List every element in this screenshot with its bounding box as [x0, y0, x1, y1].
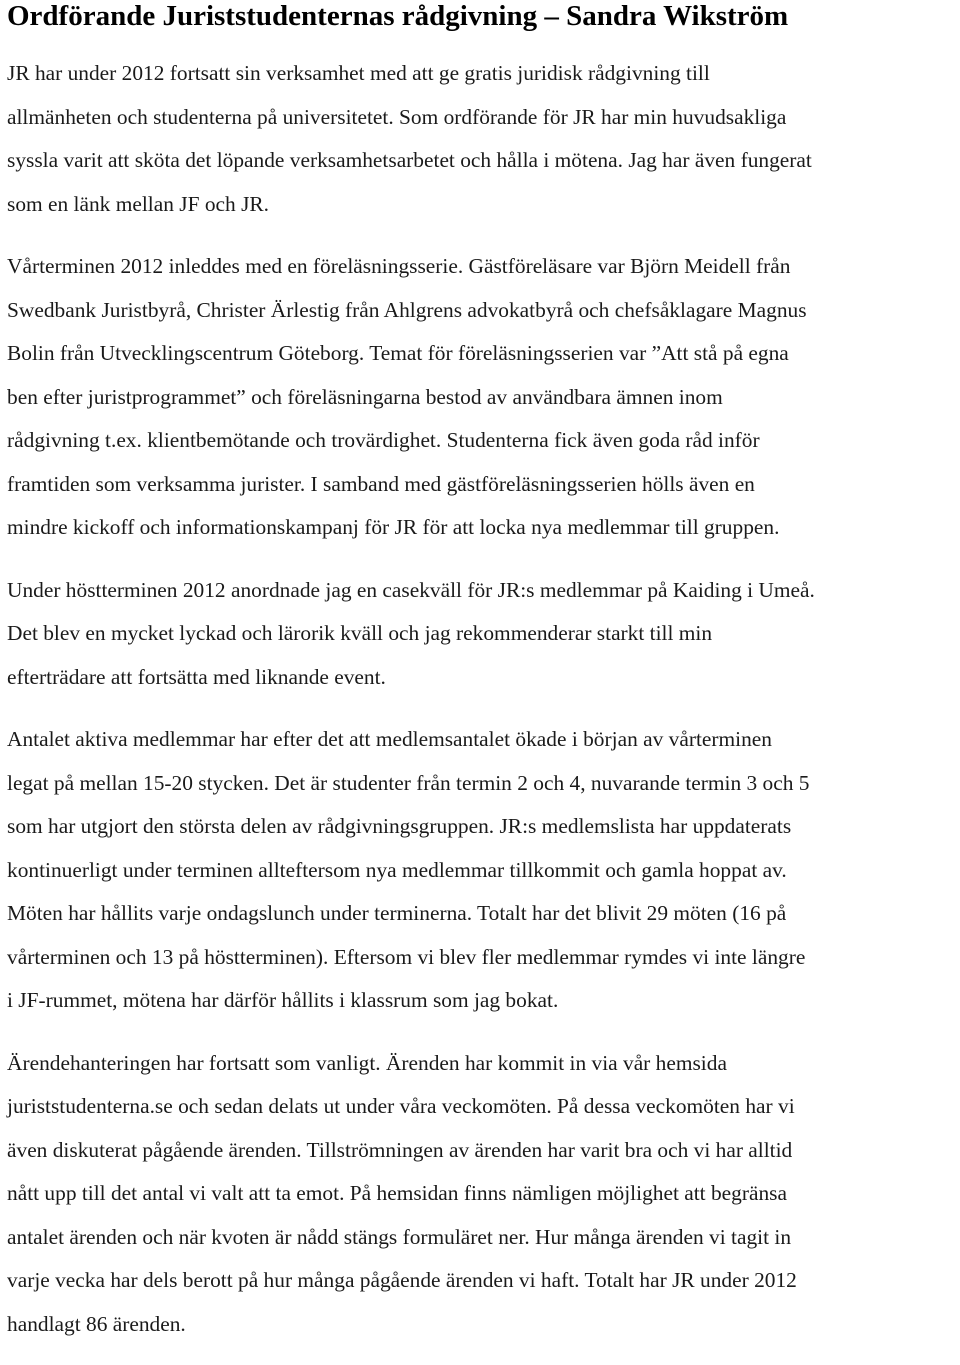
text-line: som en länk mellan JF och JR. — [7, 191, 270, 216]
text-line: JR har under 2012 fortsatt sin verksamhet med att ge gratis juridisk rådgivning till — [7, 61, 710, 85]
text-line: Vårterminen 2012 inleddes med en föreläsningsserie. Gästföreläsare var Björn Meidell från — [7, 254, 791, 278]
text-line: efterträdare att fortsätta med liknande event. — [7, 664, 386, 689]
text-line: vårterminen och 13 på höstterminen). Eftersom vi blev fler medlemmar rymdes vi inte längre — [7, 944, 806, 969]
text-line: även diskuterat pågående ärenden. Tillströmningen av ärenden har varit bra och vi har alltid — [7, 1137, 793, 1162]
text-line: i JF-rummet, mötena har därför hållits i klassrum som jag bokat. — [7, 988, 559, 1012]
text-line: juriststudenterna.se och sedan delats ut under våra veckomöten. På dessa veckomöten har vi — [7, 1094, 795, 1118]
document-title: Ordförande Juriststudenternas rådgivning – Sandra Wikström — [7, 0, 789, 32]
text-line: Ärendehanteringen har fortsatt som vanligt. Ärenden har kommit in via vår hemsida — [7, 1050, 727, 1075]
text-line: kontinuerligt under terminen allteftersom nya medlemmar tillkommit och gamla hoppat av. — [7, 857, 787, 882]
text-line: varje vecka har dels berott på hur många pågående ärenden vi haft. Totalt har JR under 2012 — [7, 1268, 797, 1292]
text-line: Under höstterminen 2012 anordnade jag en casekväll för JR:s medlemmar på Kaiding i Umeå. — [7, 577, 815, 602]
text-line: nått upp till det antal vi valt att ta emot. På hemsidan finns nämligen möjlighet att begränsa — [7, 1181, 787, 1205]
text-line: Det blev en mycket lyckad och lärorik kväll och jag rekommenderar starkt till min — [7, 621, 713, 645]
text-line: Bolin från Utvecklingscentrum Göteborg. Temat för föreläsningsserien var ”Att stå på egna — [7, 341, 789, 365]
paragraph-case-evening — [7, 569, 957, 700]
paragraph-members — [7, 718, 957, 1023]
text-line: mindre kickoff och informationskampanj för JR för att locka nya medlemmar till gruppen. — [7, 515, 780, 539]
text-line: legat på mellan 15-20 stycken. Det är studenter från termin 2 och 4, nuvarande termin 3 och 5 — [7, 770, 810, 795]
text-line: Möten har hållits varje ondagslunch under terminerna. Totalt har det blivit 29 möten (16 på — [7, 901, 787, 925]
document-page — [7, 0, 957, 1346]
text-line: antalet ärenden och när kvoten är nådd stängs formuläret ner. Hur många ärenden vi tagit in — [7, 1224, 792, 1249]
text-line: allmänheten och studenterna på universitetet. Som ordförande för JR har min huvudsakliga — [7, 104, 787, 129]
text-line: ben efter juristprogrammet” och föreläsningarna bestod av användbara ämnen inom — [7, 384, 723, 409]
paragraph-activity — [7, 52, 957, 226]
text-line: framtiden som verksamma jurister. I samband med gästföreläsningsserien hölls även en — [7, 471, 755, 496]
text-line: Antalet aktiva medlemmar har efter det att medlemsantalet ökade i början av vårterminen — [7, 727, 772, 751]
text-line: syssla varit att sköta det löpande verksamhetsarbetet och hålla i mötena. Jag har även fungerat — [7, 148, 812, 172]
paragraph-case-handling — [7, 1042, 957, 1347]
text-line: handlagt 86 ärenden. — [7, 1311, 186, 1336]
text-line: rådgivning t.ex. klientbemötande och trovärdighet. Studenterna fick även goda råd inför — [7, 428, 760, 452]
paragraph-lecture-series — [7, 245, 957, 550]
text-line: Swedbank Juristbyrå, Christer Ärlestig från Ahlgrens advokatbyrå och chefsåklagare Magnus — [7, 297, 807, 322]
text-line: som har utgjort den största delen av rådgivningsgruppen. JR:s medlemslista har uppdaterats — [7, 814, 792, 838]
